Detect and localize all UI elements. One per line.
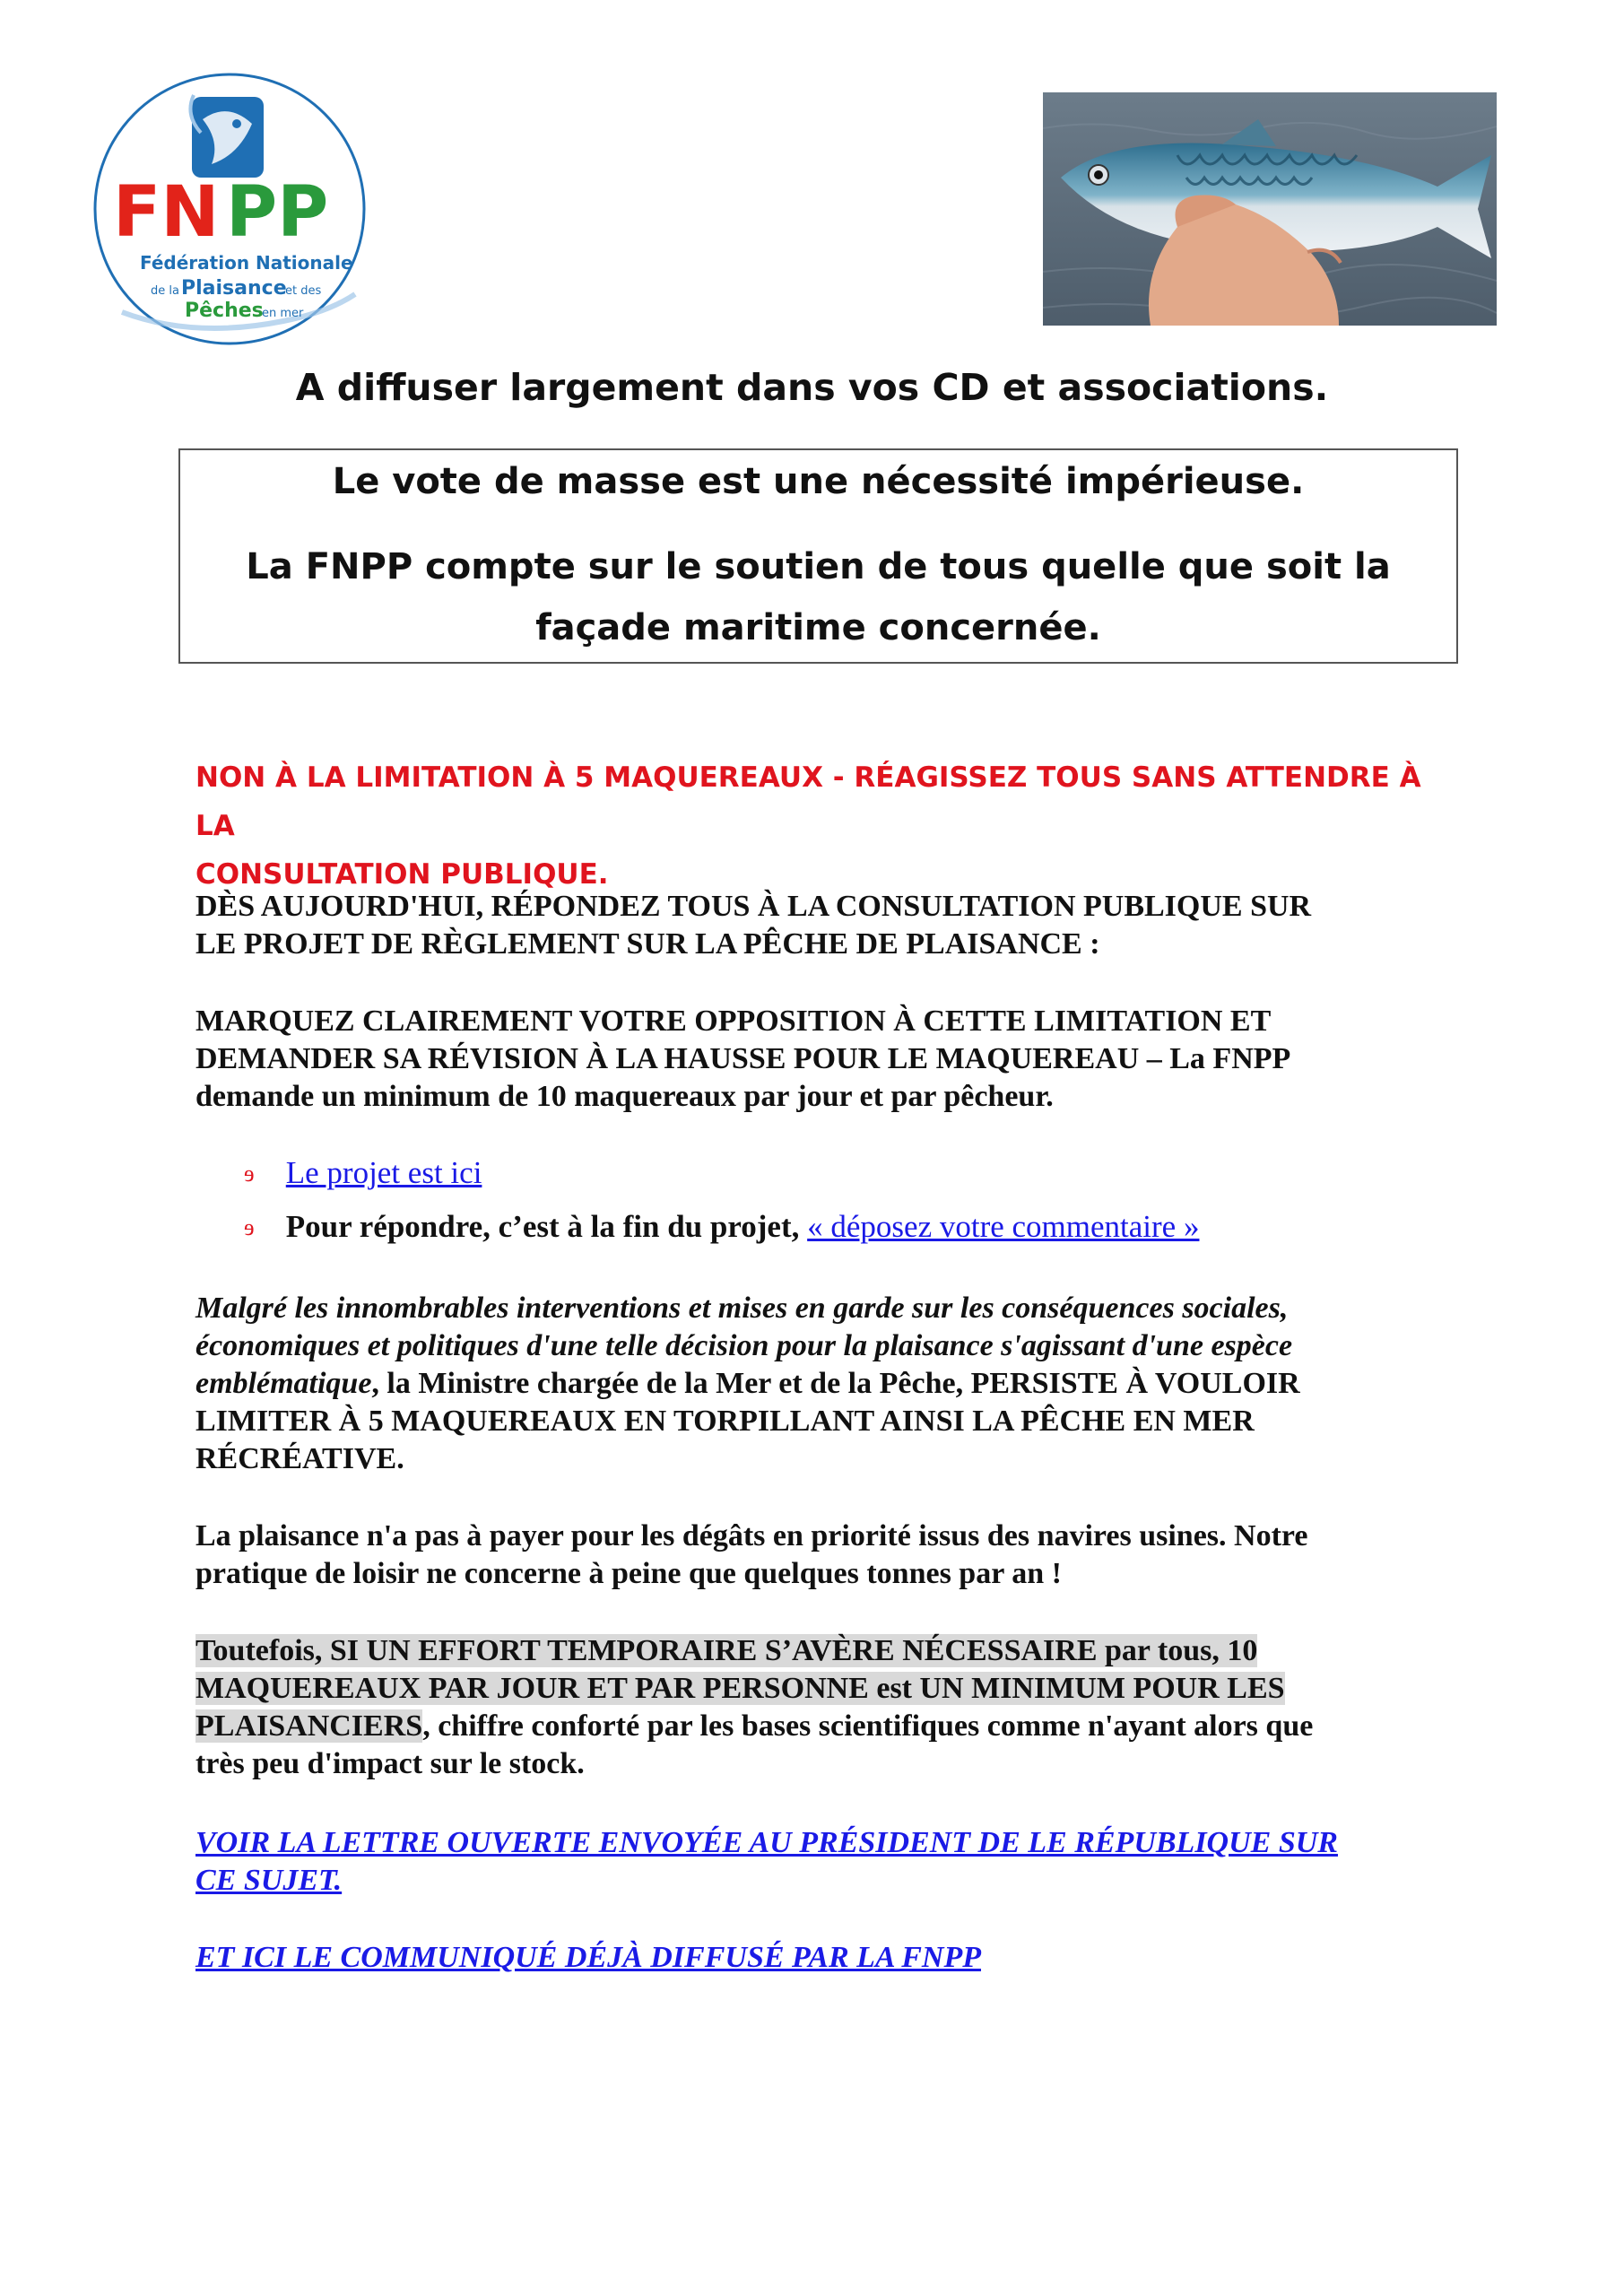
- p3-line-3: [195, 1365, 1451, 1403]
- svg-text:Fédération Nationale: Fédération Nationale: [140, 252, 353, 274]
- bullet-icon: ɘ: [244, 1161, 255, 1187]
- p2-line-2: DEMANDER SA RÉVISION À LA HAUSSE POUR LE MAQUEREAU – La FNPP: [195, 1042, 1291, 1075]
- callout-box: [178, 448, 1458, 664]
- bullet-icon: ɘ: [244, 1214, 255, 1240]
- fnpp-logo: [86, 70, 373, 352]
- letter-line-2: CE SUJET.: [195, 1864, 343, 1897]
- communique-link[interactable]: ET ICI LE COMMUNIQUÉ DÉJÀ DIFFUSÉ PAR LA FNPP: [195, 1941, 981, 1974]
- p5-line-1: Toutefois, SI UN EFFORT TEMPORAIRE S’AVÈRE NÉCESSAIRE par tous, 10: [195, 1634, 1258, 1667]
- p1-line-1: DÈS AUJOURD'HUI, RÉPONDEZ TOUS À LA CONSULTATION PUBLIQUE SUR: [195, 890, 1312, 923]
- alert-line-1: NON À LA LIMITATION À 5 MAQUEREAUX - RÉAGISSEZ TOUS SANS ATTENDRE À LA: [195, 761, 1421, 842]
- p3-line-1: Malgré les innombrables interventions et mises en garde sur les conséquences sociales,: [195, 1292, 1289, 1325]
- p5-line-3: [195, 1708, 1451, 1745]
- commentaire-link[interactable]: « déposez votre commentaire »: [807, 1209, 1200, 1244]
- svg-text:de la: de la: [151, 284, 179, 298]
- p2-line-1: MARQUEZ CLAIREMENT VOTRE OPPOSITION À CETTE LIMITATION ET: [195, 1004, 1272, 1038]
- p5-line-3-highlight: PLAISANCIERS: [195, 1709, 423, 1743]
- p3-line-3-rest: , la Ministre chargée de la Mer et de la Pêche, PERSISTE À VOULOIR: [371, 1367, 1300, 1400]
- communique-link-block: [195, 1939, 1451, 1977]
- p2-line-3: demande un minimum de 10 maquereaux par jour et par pêcheur.: [195, 1080, 1054, 1113]
- letter-link-block: [195, 1824, 1451, 1900]
- lettre-ouverte-link[interactable]: [195, 1826, 1338, 1897]
- ministre-paragraph: [195, 1290, 1451, 1478]
- p3-line-5: RÉCRÉATIVE.: [195, 1442, 404, 1475]
- p5-line-4: très peu d'impact sur le stock.: [195, 1747, 585, 1780]
- p5-line-2: MAQUEREAUX PAR JOUR ET PAR PERSONNE est UN MINIMUM POUR LES: [195, 1672, 1285, 1705]
- alert-heading: [195, 753, 1451, 899]
- svg-text:en mer: en mer: [262, 307, 304, 320]
- repondre-text: Pour répondre, c’est à la fin du projet,: [285, 1209, 808, 1244]
- effort-paragraph: [195, 1632, 1451, 1783]
- letter-line-1: VOIR LA LETTRE OUVERTE ENVOYÉE AU PRÉSIDENT DE LE RÉPUBLIQUE SUR: [195, 1826, 1338, 1859]
- callout-line-2: [180, 536, 1456, 658]
- projet-link[interactable]: Le projet est ici: [285, 1155, 482, 1190]
- instruction-paragraph: [195, 888, 1451, 963]
- bullet-item-projet: [244, 1155, 482, 1191]
- p1-line-2: LE PROJET DE RÈGLEMENT SUR LA PÊCHE DE PLAISANCE :: [195, 927, 1100, 961]
- plaisance-paragraph: [195, 1518, 1451, 1593]
- callout-line-2a: La FNPP compte sur le soutien de tous quelle que soit la: [246, 546, 1391, 587]
- svg-text:FN: FN: [113, 172, 220, 253]
- svg-text:PP: PP: [226, 172, 329, 253]
- p5-line-3-rest: , chiffre conforté par les bases scientifiques comme n'ayant alors que: [422, 1709, 1314, 1743]
- p3-line-2: économiques et politiques d'une telle décision pour la plaisance s'agissant d'une espèce: [195, 1329, 1293, 1362]
- opposition-paragraph: [195, 1003, 1451, 1116]
- p4-line-1: La plaisance n'a pas à payer pour les dégâts en priorité issus des navires usines. Notre: [195, 1519, 1308, 1552]
- svg-text:Plaisance: Plaisance: [181, 277, 287, 300]
- p3-line-4: LIMITER À 5 MAQUEREAUX EN TORPILLANT AINSI LA PÊCHE EN MER: [195, 1405, 1255, 1438]
- bullet-item-repondre: [244, 1209, 1199, 1245]
- svg-text:Pêches: Pêches: [185, 300, 264, 322]
- mackerel-photo: [1043, 92, 1497, 326]
- callout-line-1: Le vote de masse est une nécessité impérieuse.: [332, 461, 1305, 502]
- p3-line-3-italic: emblématique: [195, 1367, 372, 1400]
- alert-line-2: CONSULTATION PUBLIQUE.: [195, 858, 609, 891]
- p4-line-2: pratique de loisir ne concerne à peine que quelques tonnes par an !: [195, 1557, 1062, 1590]
- diffuse-heading: A diffuser largement dans vos CD et associations.: [295, 366, 1329, 409]
- svg-text:et des: et des: [285, 284, 322, 298]
- callout-line-2b: façade maritime concernée.: [535, 607, 1101, 648]
